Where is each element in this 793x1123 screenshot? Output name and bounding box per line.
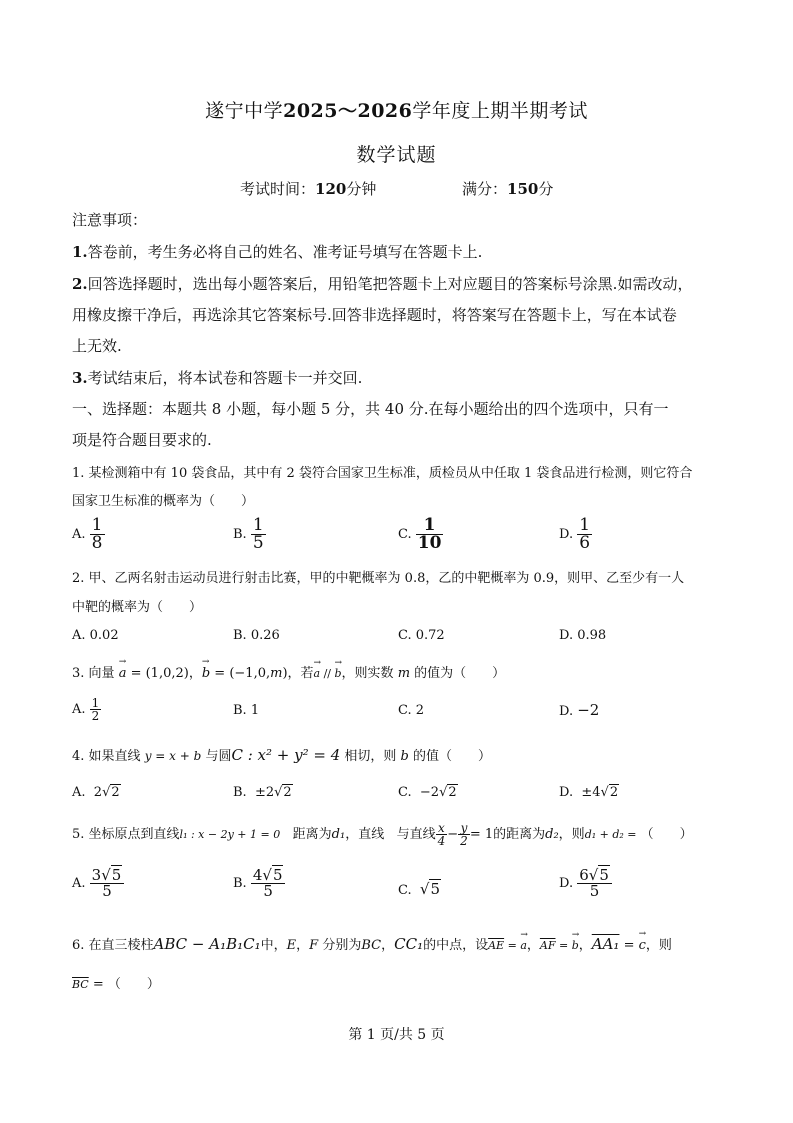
- q3-option-b: B. 1: [233, 703, 260, 718]
- page-footer: 第 1 页/共 5 页: [348, 1027, 445, 1043]
- q2-line1: 2. 甲、乙两名射击运动员进行射击比赛，甲的中靶概率为 0.8，乙的中靶概率为 0.9，则甲、乙至少有一人: [72, 571, 685, 586]
- q3-stem: 3. 向量 → a = (1,0,2)，→ b = (−1,0,m)，若→ a // → b，则实数 m 的值为（ ）: [72, 662, 505, 681]
- q5-option-c: C. √5: [398, 880, 440, 898]
- q4-option-d: D. ±4√2: [559, 785, 619, 800]
- q2-option-b: B. 0.26: [233, 628, 280, 643]
- q2-option-a: A. 0.02: [72, 628, 119, 643]
- q4-option-c: C. −2√2: [398, 785, 457, 800]
- notes-heading: 注意事项：: [72, 211, 148, 229]
- q2-option-c: C. 0.72: [398, 628, 445, 643]
- q1-line2: 国家卫生标准的概率为（ ）: [72, 494, 255, 509]
- exam-time: 考试时间：120分钟: [240, 180, 377, 198]
- section-heading-line2: 项是符合题目要求的.: [72, 431, 212, 449]
- q1-option-c: C. $\frac{1}{10}$: [398, 515, 442, 553]
- q1-option-a: A. $\frac{1}{8}$: [72, 515, 103, 553]
- title-prefix: 遂宁中学: [205, 100, 284, 122]
- q5-option-d: D. $\frac{6√5}{5}$: [559, 868, 612, 899]
- note-3: 3.考试结束后，将本试卷和答题卡一并交回.: [72, 369, 363, 387]
- q5-stem: 5. 坐标原点到直线l₁ : x − 2y + 1 = 0 距离为d₁，直线 与直线 $\frac{x}{4}$ − $\frac{y}{2}$ = 1的距离为d₂，则d₁ + d₂ = （ ）: [72, 821, 693, 848]
- q4-option-b: B. ±2√2: [233, 785, 292, 800]
- note-1: 1.答卷前，考生务必将自己的姓名、准考证号填写在答题卡上.: [72, 243, 483, 261]
- section-heading: 一、选择题：本题共 8 小题，每小题 5 分，共 40 分.在每小题给出的四个选项中，只有一: [72, 400, 669, 418]
- q1-option-b: B. $\frac{1}{5}$: [233, 515, 264, 553]
- note-2-line3: 上无效.: [72, 337, 122, 355]
- q6-stem: 6. 在直三棱柱ABC − A₁B₁C₁中，E，F 分别为BC，CC₁的中点，设$\overline{AE}$ = → a，$\overline{AF}$ = → b，AA₁ = → c，则: [72, 934, 672, 953]
- exam-subtitle: 数学试题: [356, 144, 437, 166]
- q3-option-d: D. −2: [559, 701, 600, 719]
- title-years: 2025～2026: [283, 100, 413, 122]
- q5-option-b: B. $\frac{4√5}{5}$: [233, 868, 285, 899]
- q3-option-a: A. $\frac{1}{2}$: [72, 696, 100, 723]
- exam-title: [0, 96, 793, 123]
- title-suffix: 学年度上期半期考试: [412, 100, 588, 122]
- note-2-line2: 用橡皮擦干净后，再选涂其它答案标号.回答非选择题时，将答案写在答题卡上，写在本试卷: [72, 306, 677, 324]
- q2-option-d: D. 0.98: [559, 628, 607, 643]
- q6-line2: $\overline{BC}$ = （ ）: [72, 977, 160, 992]
- q1-option-d: D. $\frac{1}{6}$: [559, 515, 591, 553]
- q1-line1: 1. 某检测箱中有 10 袋食品，其中有 2 袋符合国家卫生标准，质检员从中任取 1 袋食品进行检测，则它符合: [72, 466, 693, 481]
- exam-score: 满分：150分: [462, 180, 554, 198]
- q2-line2: 中靶的概率为（ ）: [72, 600, 203, 615]
- q4-option-a: A. 2√2: [72, 785, 120, 800]
- q4-stem: 4. 如果直线 y = x + b 与圆C : x² + y² = 4 相切，则 b 的值（ ）: [72, 746, 492, 764]
- q5-option-a: A. $\frac{3√5}{5}$: [72, 868, 124, 899]
- note-2: 2.回答选择题时，选出每小题答案后，用铅笔把答题卡上对应题目的答案标号涂黑.如需改动，: [72, 275, 693, 293]
- q3-option-c: C. 2: [398, 703, 425, 718]
